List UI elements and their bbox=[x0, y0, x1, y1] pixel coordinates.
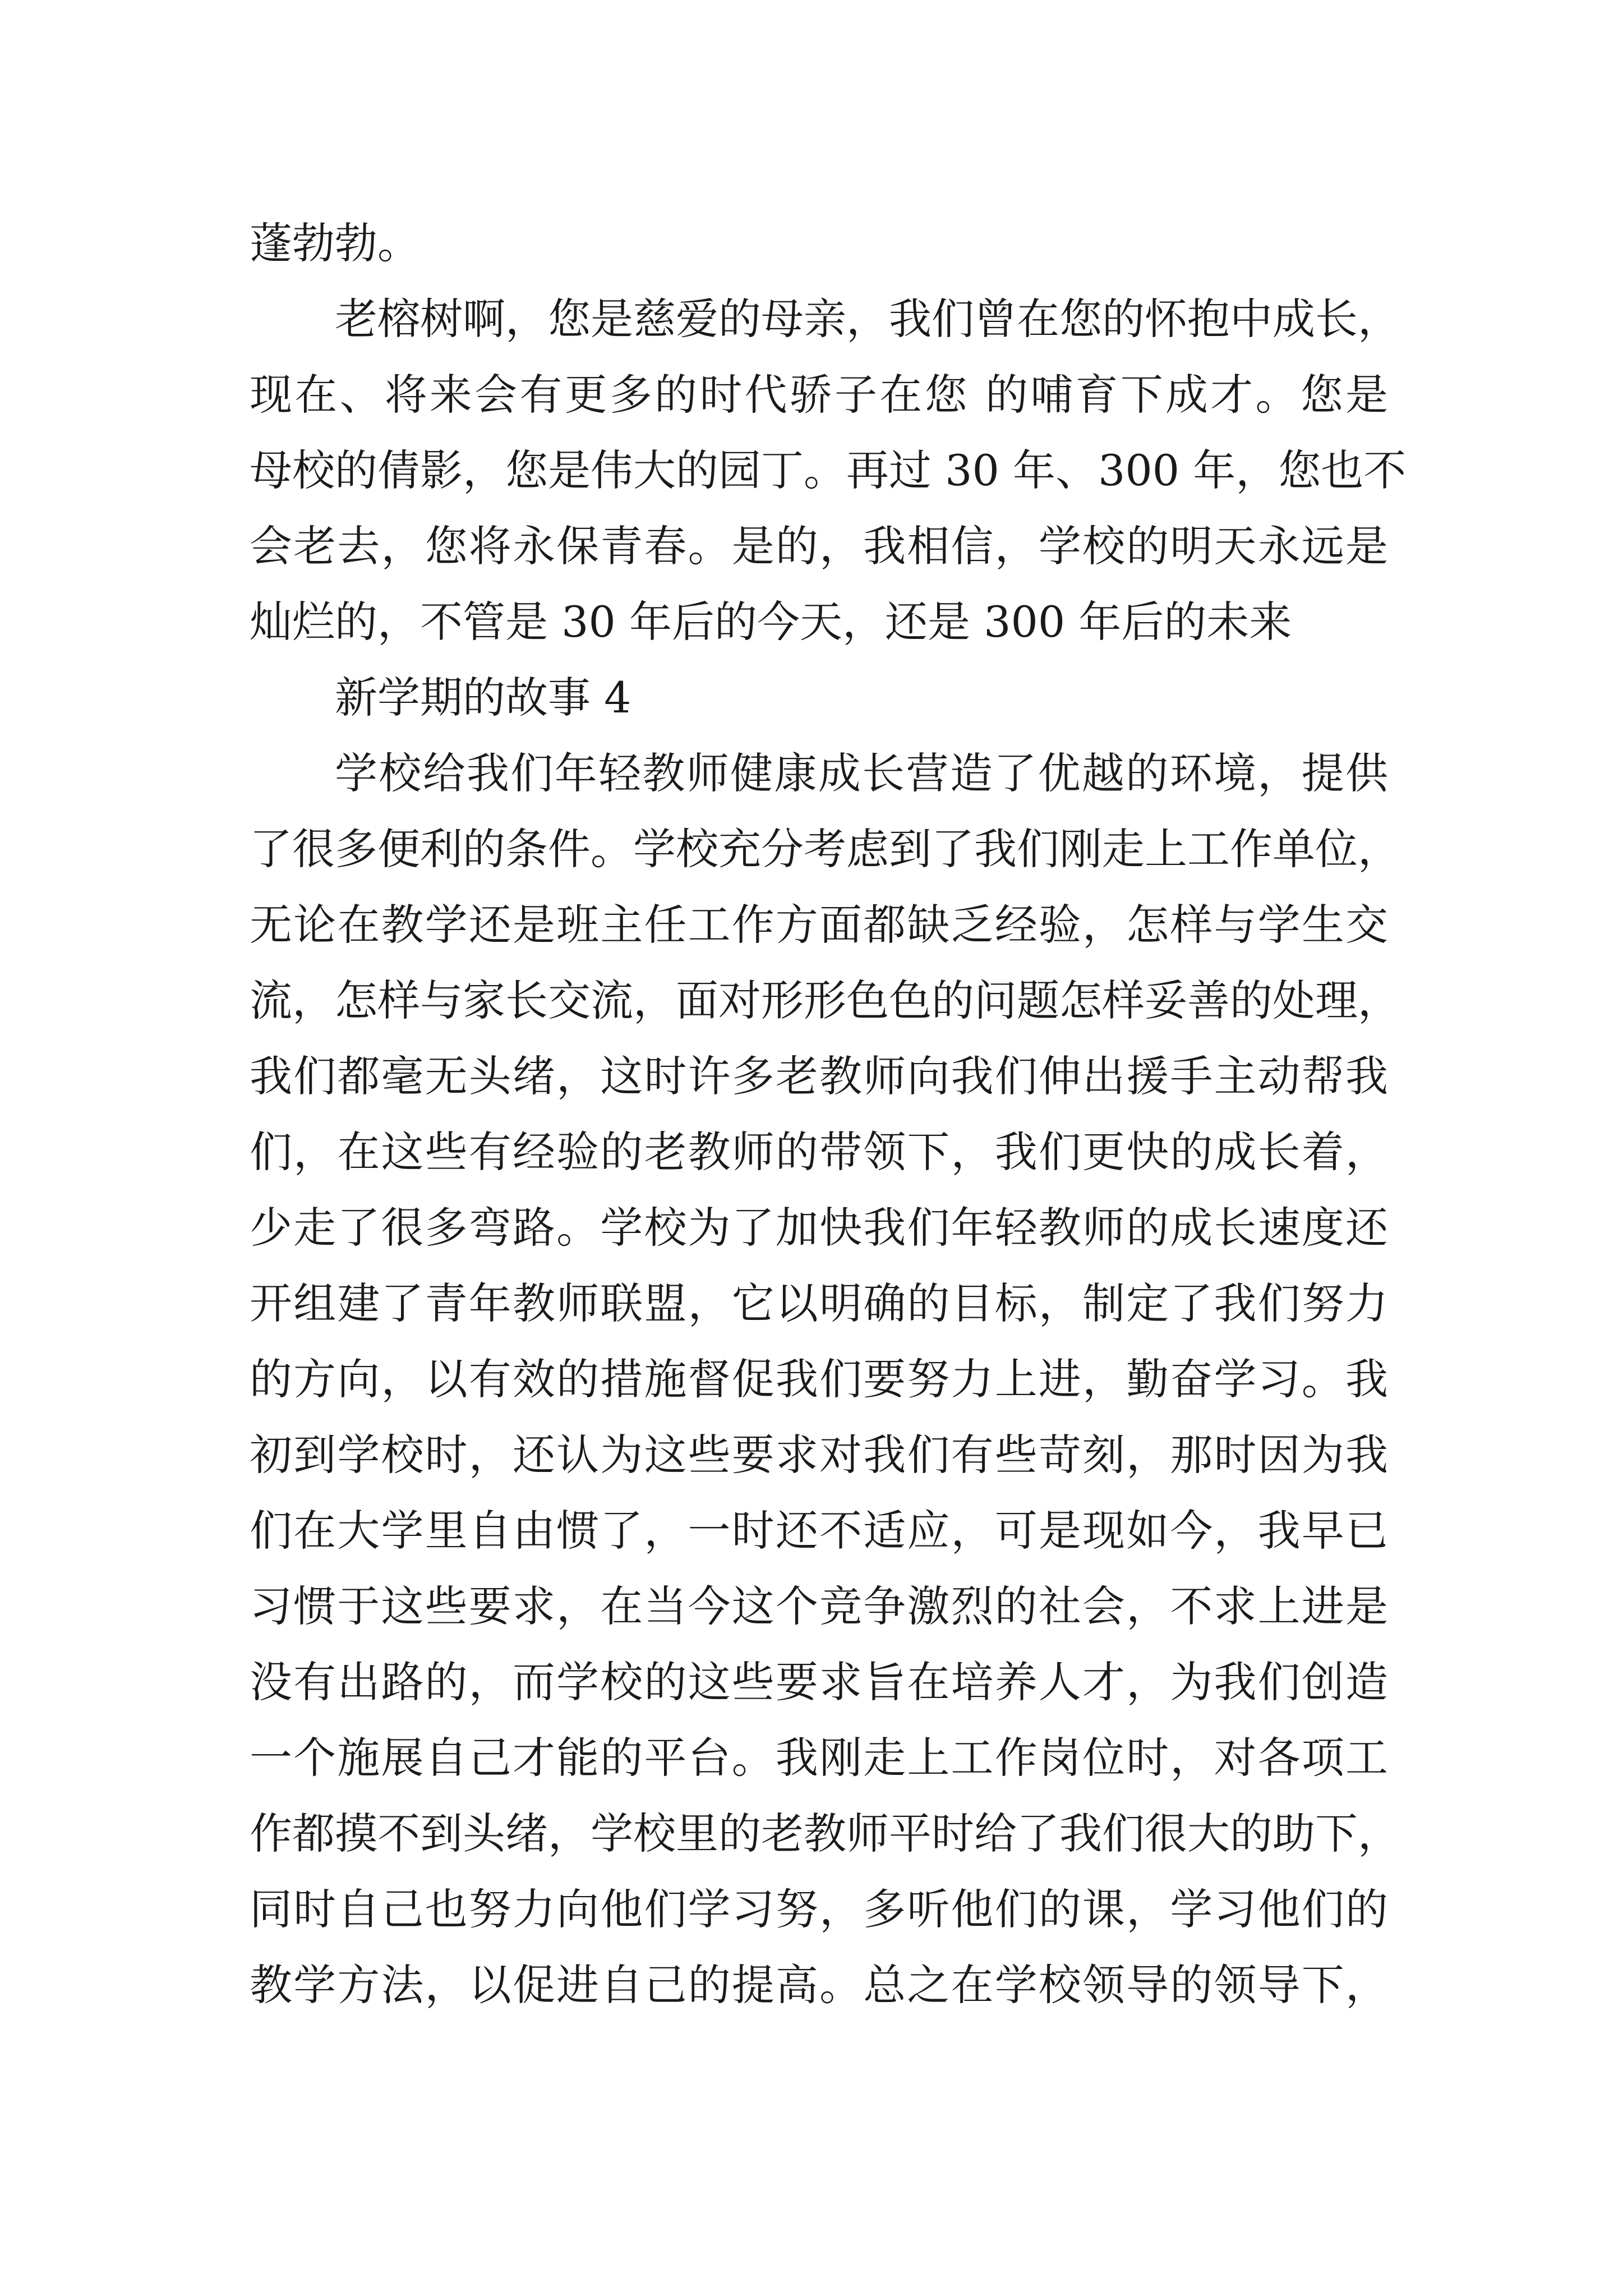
section-heading: 新学期的故事 4 bbox=[335, 673, 631, 723]
text-line: 们，在这些有经验的老教师的带领下，我们更快的成长着， bbox=[250, 1127, 1388, 1177]
text-line: 会老去，您将永保青春。是的，我相信，学校的明天永远是 bbox=[250, 521, 1388, 571]
text-line: 老榕树啊，您是慈爱的母亲，我们曾在您的怀抱中成长， bbox=[335, 294, 1400, 344]
text-line: 没有出路的，而学校的这些要求旨在培养人才，为我们创造 bbox=[250, 1657, 1388, 1707]
text-line: 学校给我们年轻教师健康成长营造了优越的环境，提供 bbox=[335, 748, 1388, 798]
text-line: 现在、将来会有更多的时代骄子在您 的哺育下成才。您是 bbox=[250, 370, 1388, 420]
text-line: 开组建了青年教师联盟，它以明确的目标，制定了我们努力 bbox=[250, 1278, 1388, 1328]
text-line: 了很多便利的条件。学校充分考虑到了我们刚走上工作单位， bbox=[250, 824, 1400, 874]
text-line: 母校的倩影，您是伟大的园丁。再过 30 年、300 年，您也不 bbox=[250, 445, 1407, 495]
text-line: 作都摸不到头绪，学校里的老教师平时给了我们很大的助下， bbox=[250, 1809, 1400, 1858]
text-line: 教学方法，以促进自己的提高。总之在学校领导的领导下， bbox=[250, 1960, 1388, 2010]
text-line: 无论在教学还是班主任工作方面都缺乏经验，怎样与学生交 bbox=[250, 900, 1388, 950]
text-line: 我们都毫无头绪，这时许多老教师向我们伸出援手主动帮我 bbox=[250, 1051, 1388, 1101]
text-line: 灿烂的，不管是 30 年后的今天，还是 300 年后的未来 bbox=[250, 597, 1292, 647]
text-line: 流，怎样与家长交流，面对形形色色的问题怎样妥善的处理， bbox=[250, 976, 1400, 1025]
text-line: 初到学校时，还认为这些要求对我们有些苛刻，那时因为我 bbox=[250, 1430, 1388, 1480]
text-line: 一个施展自己才能的平台。我刚走上工作岗位时，对各项工 bbox=[250, 1733, 1388, 1783]
text-line: 蓬勃勃。 bbox=[250, 218, 420, 268]
text-line: 少走了很多弯路。学校为了加快我们年轻教师的成长速度还 bbox=[250, 1203, 1388, 1253]
text-line: 习惯于这些要求，在当今这个竞争激烈的社会，不求上进是 bbox=[250, 1581, 1388, 1631]
text-line: 同时自己也努力向他们学习努，多听他们的课，学习他们的 bbox=[250, 1884, 1388, 1934]
document-body bbox=[250, 205, 1407, 2023]
text-line: 的方向，以有效的措施督促我们要努力上进，勤奋学习。我 bbox=[250, 1354, 1388, 1404]
text-line: 们在大学里自由惯了，一时还不适应，可是现如今，我早已 bbox=[250, 1506, 1388, 1556]
